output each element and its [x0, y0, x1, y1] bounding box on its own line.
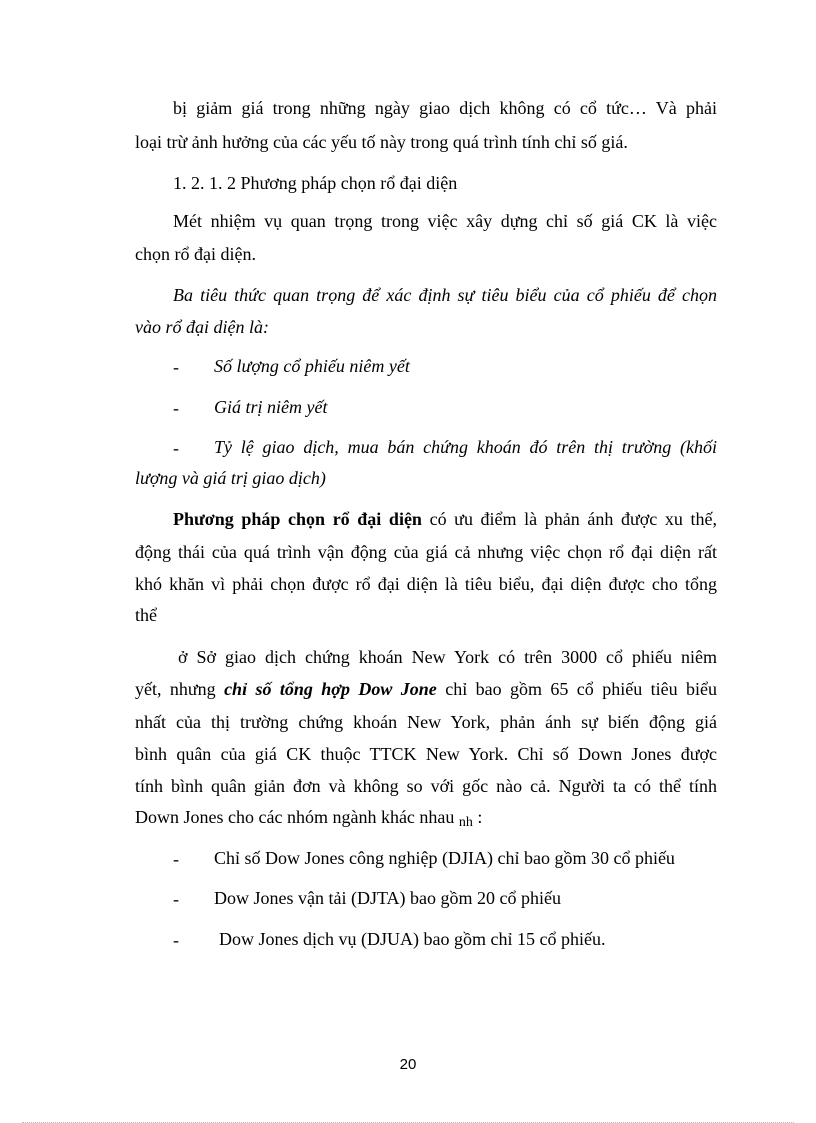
text-line	[135, 806, 482, 831]
bullet-dash: -	[173, 438, 179, 458]
page-number: 20	[399, 1056, 417, 1073]
italic-line: vào rổ đại diện là:	[135, 317, 269, 337]
text-line: loại trừ ảnh hưởng của các yếu tố này trong quá trình tính chỉ số giá.	[135, 132, 628, 152]
bullet-item: Tỷ lệ giao dịch, mua bán chứng khoán đó trên thị trường (khối	[214, 437, 717, 457]
text-line: tính bình quân giản đơn và không so với gốc nào cả. Người ta có thể tính	[135, 776, 717, 796]
bullet-dash: -	[173, 398, 179, 418]
text-line: thể	[135, 605, 157, 625]
bullet-item: Dow Jones dịch vụ (DJUA) bao gồm chỉ 15 cổ phiếu.	[219, 929, 606, 949]
bullet-dash: -	[173, 889, 179, 909]
text-line	[135, 678, 717, 700]
bullet-dash: -	[173, 849, 179, 869]
text-run: yết, nhưng	[135, 679, 225, 699]
text-line: Mét nhiệm vụ quan trọng trong việc xây dựng chỉ số giá CK là việc	[173, 211, 717, 231]
text-run: :	[472, 807, 483, 827]
italic-line: Ba tiêu thức quan trọng để xác định sự tiêu biểu của cổ phiếu để chọn	[173, 285, 717, 305]
bullet-dash: -	[173, 357, 179, 377]
text-run: có ưu điểm là phản ánh được xu thế,	[421, 509, 717, 529]
bullet-item: Dow Jones vận tải (DJTA) bao gồm 20 cổ phiếu	[214, 888, 561, 908]
text-line: động thái của quá trình vận động của giá cả nhưng việc chọn rổ đại diện rất	[135, 542, 717, 562]
text-line: bị giảm giá trong những ngày giao dịch không có cổ tức… Và phải	[173, 98, 717, 118]
bullet-item: Chỉ số Dow Jones công nghiệp (DJIA) chỉ bao gồm 30 cổ phiếu	[214, 848, 675, 868]
text-line: khó khăn vì phải chọn được rổ đại diện là tiêu biểu, đại diện được cho tổng	[135, 574, 717, 594]
text-line: chọn rổ đại diện.	[135, 244, 256, 264]
bullet-item: Giá trị niêm yết	[214, 397, 328, 417]
text-line: nhất của thị trường chứng khoán New York, phản ánh sự biến động giá	[135, 712, 717, 732]
bullet-item: Số lượng cổ phiếu niêm yết	[214, 356, 410, 376]
text-line	[173, 508, 717, 530]
text-line: bình quân của giá CK thuộc TTCK New York. Chỉ số Down Jones được	[135, 744, 717, 764]
text-run: chỉ bao gồm 65 cổ phiếu tiêu biểu	[436, 679, 717, 699]
section-heading: 1. 2. 1. 2 Phương pháp chọn rổ đại diện	[173, 173, 458, 193]
text-run-small: nh	[458, 815, 473, 830]
bold-term: chỉ số tổng hợp Dow Jone	[224, 679, 437, 699]
bold-term: Phương pháp chọn rổ đại diện	[173, 509, 422, 529]
bullet-item-cont: lượng và giá trị giao dịch)	[135, 468, 326, 488]
bullet-dash: -	[173, 930, 179, 950]
text-line: ở Sở giao dịch chứng khoán New York có trên 3000 cổ phiếu niêm	[178, 647, 717, 667]
text-run: Down Jones cho các nhóm ngành khác nhau	[135, 807, 455, 827]
